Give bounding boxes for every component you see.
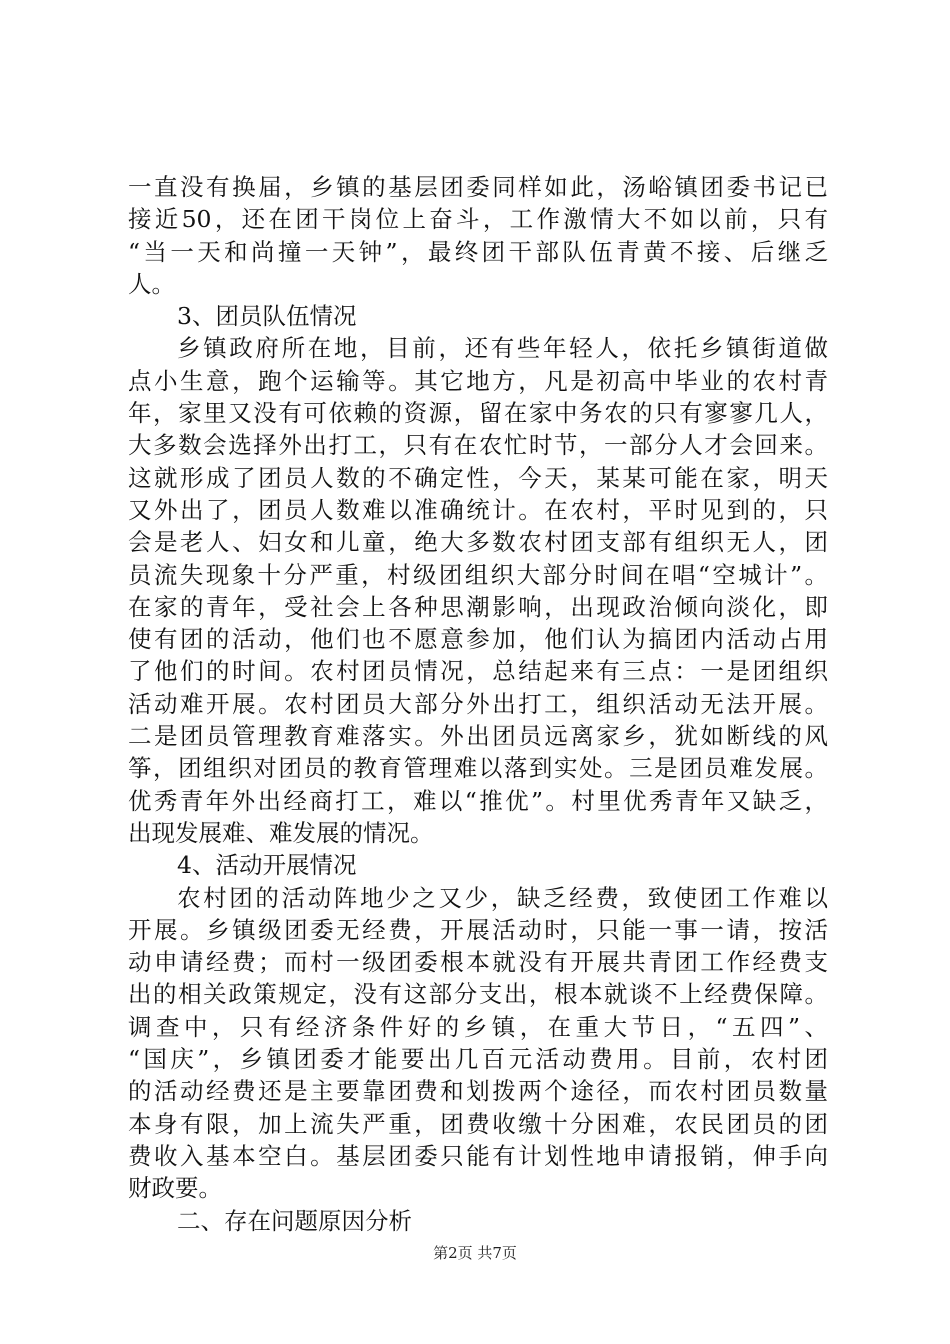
text-line: 农村团的活动阵地少之又少，缺乏经费，致使团工作难以 — [177, 883, 828, 912]
text-line: 在家的青年，受社会上各种思潮影响，出现政治倾向淡化，即 — [128, 592, 828, 621]
text-line: 年，家里又没有可依赖的资源，留在家中务农的只有寥寥几人， — [128, 399, 828, 428]
text-line: 3、团员队伍情况 — [177, 302, 357, 331]
text-line: 点小生意，跑个运输等。其它地方，凡是初高中毕业的农村青 — [128, 366, 828, 395]
text-line: 财政要。 — [128, 1174, 222, 1203]
text-line: 筝，团组织对团员的教育管理难以落到实处。三是团员难发展。 — [128, 754, 828, 783]
text-line: 一直没有换届，乡镇的基层团委同样如此，汤峪镇团委书记已 — [128, 173, 828, 201]
text-line: 接近50，还在团干岗位上奋斗，工作激情大不如以前，只有 — [128, 205, 828, 234]
text-line: 使有团的活动，他们也不愿意参加，他们认为搞团内活动占用 — [128, 625, 828, 654]
text-line: 了他们的时间。农村团员情况，总结起来有三点：一是团组织 — [128, 657, 828, 686]
text-line: 4、活动开展情况 — [177, 851, 357, 880]
text-line: 动申请经费；而村一级团委根本就没有开展共青团工作经费支 — [128, 948, 828, 977]
text-line: 人。 — [128, 269, 175, 298]
text-line: 的活动经费还是主要靠团费和划拨两个途径，而农村团员数量 — [128, 1077, 828, 1106]
text-line: 二是团员管理教育难落实。外出团员远离家乡，犹如断线的风 — [128, 722, 828, 751]
text-line: 优秀青年外出经商打工，难以“推优”。村里优秀青年又缺乏， — [128, 786, 828, 815]
text-line: 乡镇政府所在地，目前，还有些年轻人，依托乡镇街道做 — [177, 334, 828, 363]
text-line: “当一天和尚撞一天钟”，最终团干部队伍青黄不接、后继乏 — [128, 237, 828, 266]
text-line: 员流失现象十分严重，村级团组织大部分时间在唱“空城计”。 — [128, 560, 828, 589]
text-line: 活动难开展。农村团员大部分外出打工，组织活动无法开展。 — [128, 689, 828, 718]
text-line: 调查中，只有经济条件好的乡镇，在重大节日，“五四”、 — [128, 1012, 828, 1041]
text-line: 这就形成了团员人数的不确定性，今天，某某可能在家，明天 — [128, 463, 828, 492]
page-footer: 第2页 共7页 — [433, 1244, 517, 1262]
text-line: 费收入基本空白。基层团委只能有计划性地申请报销，伸手向 — [128, 1141, 828, 1170]
text-line: 大多数会选择外出打工，只有在农忙时节，一部分人才会回来。 — [128, 431, 828, 460]
text-line: 本身有限，加上流失严重，团费收缴十分困难，农民团员的团 — [128, 1109, 828, 1138]
text-line: 出的相关政策规定，没有这部分支出，根本就谈不上经费保障。 — [128, 980, 828, 1009]
document-body — [128, 171, 828, 1237]
text-line: 二、存在问题原因分析 — [177, 1206, 412, 1235]
text-line: 会是老人、妇女和儿童，绝大多数农村团支部有组织无人，团 — [128, 528, 828, 557]
text-line: 出现发展难、难发展的情况。 — [128, 818, 434, 847]
text-line: 又外出了，团员人数难以准确统计。在农村，平时见到的，只 — [128, 495, 828, 524]
text-line: “国庆”，乡镇团委才能要出几百元活动费用。目前，农村团 — [128, 1045, 828, 1074]
text-line: 开展。乡镇级团委无经费，开展活动时，只能一事一请，按活 — [128, 915, 828, 944]
